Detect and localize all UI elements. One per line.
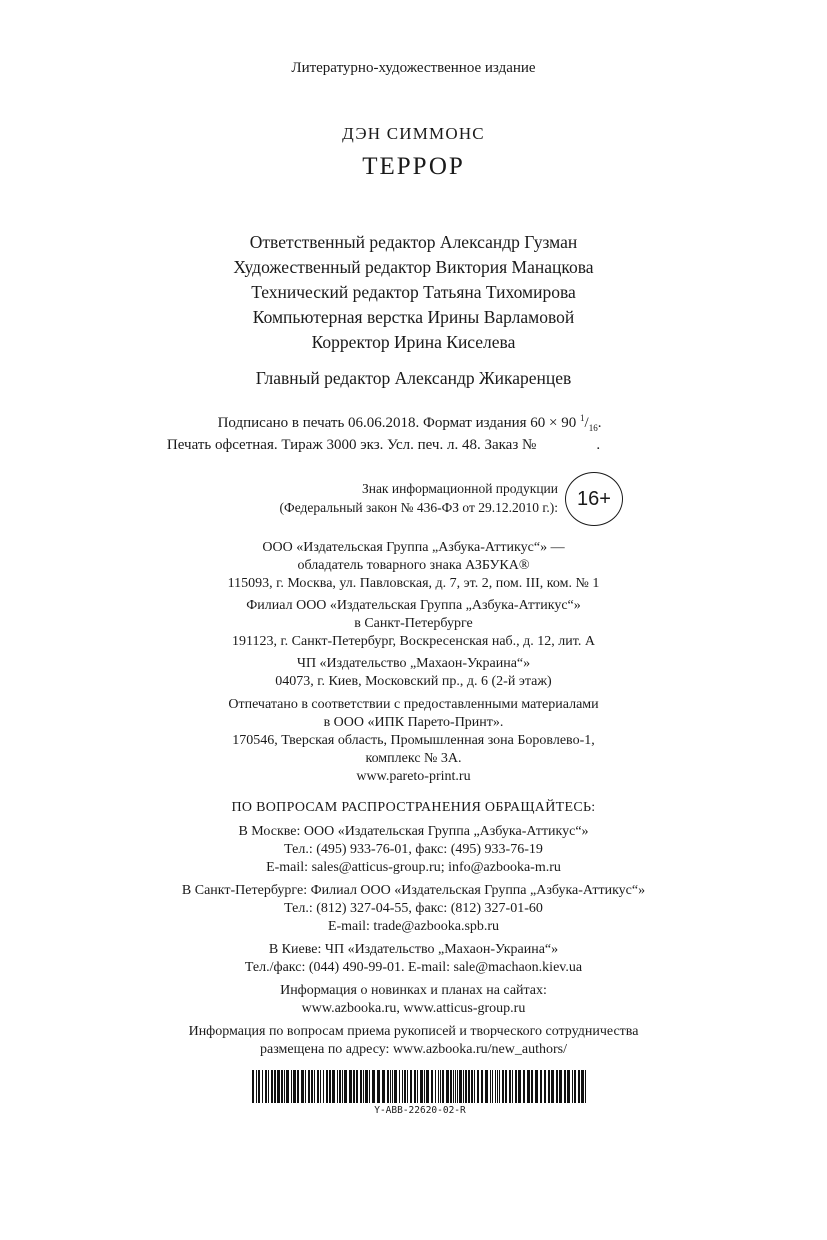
barcode-bar (481, 1070, 483, 1103)
barcode-bar (402, 1070, 403, 1103)
barcode-bar (518, 1070, 521, 1103)
branch-line: ЧП «Издательство „Махаон-Украина“» (296, 656, 531, 671)
printer-line: комплекс № 3А. (365, 751, 462, 766)
barcode-bar (424, 1070, 425, 1103)
barcode-bar (471, 1070, 473, 1103)
print-info-text: Печать офсетная. Тираж 3000 экз. Усл. печ. л. 48. Заказ № (166, 437, 537, 453)
barcode-bar (258, 1070, 260, 1103)
barcode-bar (463, 1070, 464, 1103)
contact-line: В Санкт-Петербурге: Филиал ООО «Издательская Группа „Азбука-Аттикус“» (181, 883, 646, 898)
barcode-bar (465, 1070, 467, 1103)
barcode-bar (394, 1070, 397, 1103)
barcode-bar (492, 1070, 493, 1103)
barcode-bar (284, 1070, 285, 1103)
barcode-bar (527, 1070, 530, 1103)
barcode-bar (399, 1070, 400, 1103)
barcode-bar (548, 1070, 550, 1103)
barcode-bar (420, 1070, 423, 1103)
barcode-bar (265, 1070, 267, 1103)
contact-line: Тел.: (812) 327-04-55, факс: (812) 327-01-60 (284, 901, 543, 916)
barcode-bar (431, 1070, 433, 1103)
barcode-bar (531, 1070, 533, 1103)
barcode-bar (455, 1070, 456, 1103)
barcode-bar (512, 1070, 513, 1103)
barcode-bar (499, 1070, 500, 1103)
branch-line: в Санкт-Петербурге (354, 616, 473, 631)
editor-line: Компьютерная верстка Ирины Варламовой (252, 307, 575, 327)
contact-line: Тел.: (495) 933-76-01, факс: (495) 933-76-19 (284, 842, 543, 857)
barcode-bar (457, 1070, 458, 1103)
barcode-bar (256, 1070, 257, 1103)
edition-type: Литературно-художественное издание (291, 60, 536, 76)
distribution-heading: ПО ВОПРОСАМ РАСПРОСТРАНЕНИЯ ОБРАЩАЙТЕСЬ: (231, 800, 596, 815)
contact-line: E-mail: sales@atticus-group.ru; info@azbooka-m.ru (266, 860, 561, 875)
branch-line: 191123, г. Санкт-Петербург, Воскресенская наб., д. 12, лит. А (232, 634, 595, 649)
barcode-bar (297, 1070, 299, 1103)
barcode-bar (291, 1070, 292, 1103)
barcode-bar (390, 1070, 391, 1103)
branch-line: 04073, г. Киев, Московский пр., д. 6 (2-й этаж) (275, 674, 552, 689)
contact-line: В Киеве: ЧП «Издательство „Махаон-Украина“» (268, 942, 559, 957)
info-sign-label: Знак информационной продукции (361, 481, 558, 496)
barcode-bar (317, 1070, 319, 1103)
barcode-bar (440, 1070, 441, 1103)
barcode-bar (382, 1070, 385, 1103)
barcode-bar (540, 1070, 542, 1103)
barcode-bar (544, 1070, 546, 1103)
barcode-bar (360, 1070, 362, 1103)
barcode-bar (301, 1070, 304, 1103)
contact-line: www.azbooka.ru, www.atticus-group.ru (301, 1001, 526, 1016)
book-title: ТЕРРОР (362, 153, 465, 180)
barcode-bar (274, 1070, 276, 1103)
barcode-bar (344, 1070, 347, 1103)
barcode-bar (342, 1070, 343, 1103)
barcode-bar (281, 1070, 283, 1103)
printer-url: www.pareto-print.ru (356, 769, 471, 784)
print-info-line-1: Подписано в печать 06.06.2018. Формат издания 60 × 90 $^1/_{16}$. (217, 413, 602, 433)
barcode-bar (556, 1070, 558, 1103)
barcode-bar (277, 1070, 280, 1103)
barcode-bar (308, 1070, 310, 1103)
barcode-bar (326, 1070, 328, 1103)
barcode-bar (262, 1070, 263, 1103)
barcode-bar (414, 1070, 416, 1103)
barcode-bar (468, 1070, 470, 1103)
format-numerator: 1 (580, 413, 585, 423)
barcode-bar (559, 1070, 562, 1103)
barcode-bar (490, 1070, 491, 1103)
barcode-bar (495, 1070, 496, 1103)
barcode-bar (581, 1070, 584, 1103)
editor-line: Ответственный редактор Александр Гузман (249, 232, 578, 252)
barcode-bar (332, 1070, 335, 1103)
author-name: ДЭН СИММОНС (342, 124, 485, 143)
barcode-bar (435, 1070, 436, 1103)
barcode-bar (453, 1070, 454, 1103)
contact-line: Тел./факс: (044) 490-99-01. E-mail: sale@machaon.kiev.ua (244, 960, 583, 975)
contact-line: В Москве: ООО «Издательская Группа „Азбука-Аттикус“» (238, 824, 589, 839)
contact-line: Информация по вопросам приема рукописей и творческого сотрудничества (188, 1024, 639, 1039)
barcode-bar (578, 1070, 580, 1103)
editor-line: Корректор Ирина Киселева (311, 332, 516, 352)
editor-line: Технический редактор Татьяна Тихомирова (251, 282, 576, 302)
print-info-period: . (596, 437, 601, 453)
age-rating-badge: 16+ (565, 472, 623, 526)
barcode-bar (459, 1070, 462, 1103)
contact-line: размещена по адресу: www.azbooka.ru/new_authors/ (260, 1042, 567, 1057)
barcode-bar (286, 1070, 289, 1103)
barcode-bar (535, 1070, 538, 1103)
print-info-line-2 (0, 437, 797, 454)
barcode-bar (502, 1070, 504, 1103)
barcode-bar (509, 1070, 511, 1103)
barcode-bar (387, 1070, 389, 1103)
barcode-bar (314, 1070, 315, 1103)
barcode-bar (442, 1070, 444, 1103)
barcode-bar (485, 1070, 488, 1103)
barcode-bar (450, 1070, 452, 1103)
publisher-line: обладатель товарного знака АЗБУКА® (297, 558, 530, 573)
barcode-bar (337, 1070, 338, 1103)
barcode-bar (320, 1070, 321, 1103)
barcode-bar (574, 1070, 576, 1103)
barcode-bar (523, 1070, 525, 1103)
barcode-bar (293, 1070, 296, 1103)
barcode-bar (567, 1070, 570, 1103)
barcode-bar (392, 1070, 393, 1103)
barcode-bar (268, 1070, 269, 1103)
barcode-bar (372, 1070, 375, 1103)
barcode-bar (585, 1070, 586, 1103)
barcode-bar (363, 1070, 364, 1103)
barcode-bar (497, 1070, 498, 1103)
printer-line: 170546, Тверская область, Промышленная зона Боровлево-1, (232, 733, 595, 748)
publisher-line: ООО «Издательская Группа „Азбука-Аттикус“» — (262, 540, 565, 555)
barcode-bar (572, 1070, 573, 1103)
barcode-bar (551, 1070, 554, 1103)
barcode-bar (426, 1070, 429, 1103)
printer-line: в ООО «ИПК Парето-Принт». (323, 715, 504, 730)
barcode-bar (377, 1070, 380, 1103)
info-sign-law: (Федеральный закон № 436-ФЗ от 29.12.2010 г.): (279, 500, 558, 515)
barcode-bar (349, 1070, 352, 1103)
barcode-bar (339, 1070, 341, 1103)
barcode-bar (369, 1070, 370, 1103)
barcode-bar (271, 1070, 273, 1103)
contact-line: Информация о новинках и планах на сайтах: (280, 983, 547, 998)
print-info-text: Подписано в печать 06.06.2018. Формат издания 60 × 90 (217, 415, 577, 431)
publisher-line: 115093, г. Москва, ул. Павловская, д. 7, эт. 2, пом. III, ком. № 1 (227, 576, 600, 591)
barcode (250, 1070, 590, 1103)
barcode-bar (505, 1070, 507, 1103)
barcode-bar (329, 1070, 331, 1103)
editor-line: Художественный редактор Виктория Манацкова (233, 257, 594, 277)
barcode-bar (438, 1070, 439, 1103)
barcode-bar (446, 1070, 449, 1103)
barcode-bar (417, 1070, 418, 1103)
barcode-bar (515, 1070, 517, 1103)
barcode-bar (365, 1070, 368, 1103)
barcode-bar (353, 1070, 355, 1103)
contact-line: E-mail: trade@azbooka.spb.ru (327, 919, 500, 934)
format-denominator: 16 (588, 423, 598, 433)
print-info-period: . (597, 415, 602, 431)
barcode-bar (404, 1070, 406, 1103)
chief-editor: Главный редактор Александр Жикаренцев (255, 368, 572, 388)
barcode-bar (474, 1070, 475, 1103)
branch-line: Филиал ООО «Издательская Группа „Азбука-Аттикус“» (246, 598, 581, 613)
barcode-bar (410, 1070, 412, 1103)
printer-line: Отпечатано в соответствии с предоставленными материалами (228, 697, 599, 712)
barcode-bar (564, 1070, 566, 1103)
barcode-bar (323, 1070, 324, 1103)
barcode-bar (356, 1070, 358, 1103)
barcode-bar (305, 1070, 306, 1103)
barcode-bar (477, 1070, 479, 1103)
barcode-bar (311, 1070, 313, 1103)
barcode-bar (252, 1070, 254, 1103)
barcode-text: Y-ABB-22620-02-R (374, 1105, 466, 1116)
barcode-bar (407, 1070, 408, 1103)
